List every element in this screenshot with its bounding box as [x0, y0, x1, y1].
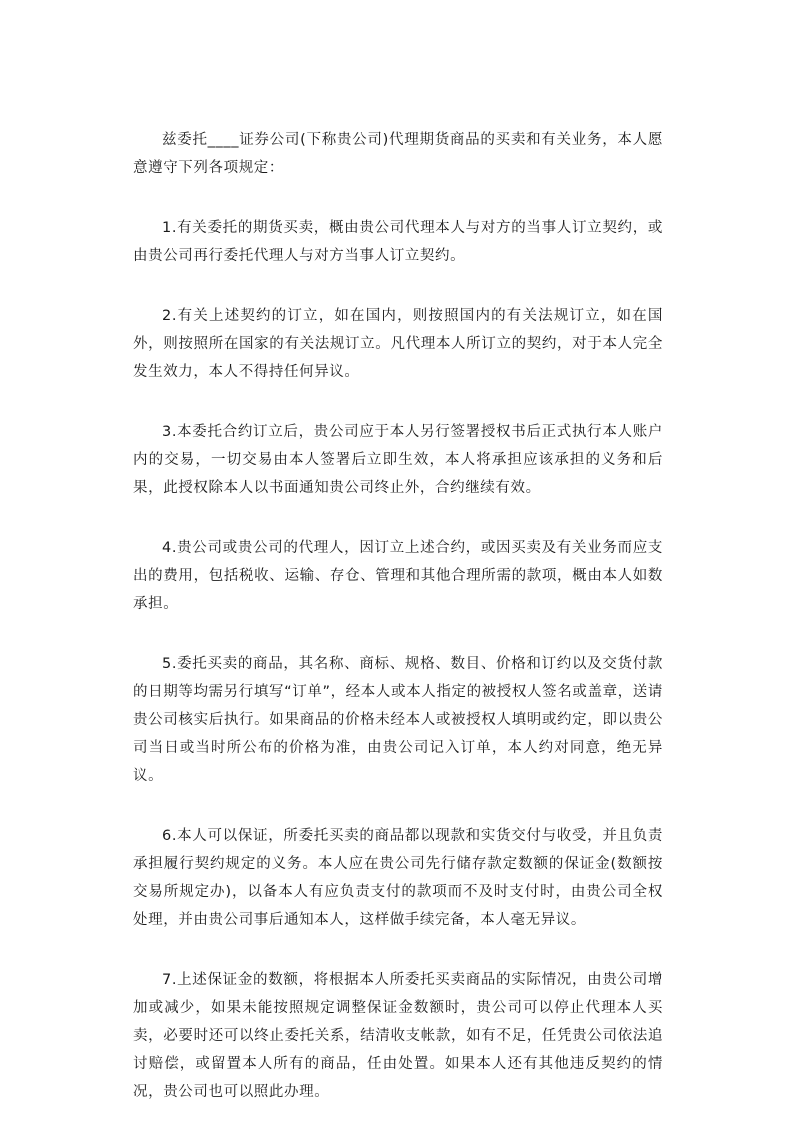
clause-7-paragraph: 7.上述保证金的数额，将根据本人所委托买卖商品的实际情况，由贵公司增加或减少，如果未能按照规定调整保证金数额时，贵公司可以停止代理本人买卖，必要时还可以终止委托关系，结清收支帐款，如有不足，任凭贵公司依法追讨赔偿，或留置本人所有的商品，任由处置。如果本人还有其他违反契约的情况，贵公司也可以照此办理。	[133, 972, 663, 1100]
intro-paragraph: 兹委托____证券公司(下称贵公司)代理期货商品的买卖和有关业务，本人愿意遵守下列各项规定：	[133, 132, 663, 176]
clause-3-paragraph: 3.本委托合约订立后，贵公司应于本人另行签署授权书后正式执行本人账户内的交易，一切交易由本人签署后立即生效，本人将承担应该承担的义务和后果，此授权除本人以书面通知贵公司终止外，合约继续有效。	[133, 424, 663, 496]
clause-4-paragraph: 4.贵公司或贵公司的代理人，因订立上述合约，或因买卖及有关业务而应支出的费用，包括税收、运输、存仓、管理和其他合理所需的款项，概由本人如数承担。	[133, 540, 663, 612]
document-body	[133, 126, 663, 1138]
clause-2-paragraph: 2.有关上述契约的订立，如在国内，则按照国内的有关法规订立，如在国外，则按照所在国家的有关法规订立。凡代理本人所订立的契约，对于本人完全发生效力，本人不得持任何异议。	[133, 308, 663, 380]
clause-5-paragraph: 5.委托买卖的商品，其名称、商标、规格、数目、价格和订约以及交货付款的日期等均需另行填写“订单”，经本人或本人指定的被授权人签名或盖章，送请贵公司核实后执行。如果商品的价格未经本人或被授权人填明或约定，即以贵公司当日或当时所公布的价格为准，由贵公司记入订单，本人约对同意，绝无异议。	[133, 656, 663, 784]
clause-1-paragraph: 1.有关委托的期货买卖，概由贵公司代理本人与对方的当事人订立契约，或由贵公司再行委托代理人与对方当事人订立契约。	[133, 220, 663, 264]
clause-6-paragraph: 6.本人可以保证，所委托买卖的商品都以现款和实货交付与收受，并且负责承担履行契约规定的义务。本人应在贵公司先行储存款定数额的保证金(数额按交易所规定办)，以备本人有应负责支付的款项而不及时支付时，由贵公司全权处理，并由贵公司事后通知本人，这样做手续完备，本人毫无异议。	[133, 828, 663, 928]
